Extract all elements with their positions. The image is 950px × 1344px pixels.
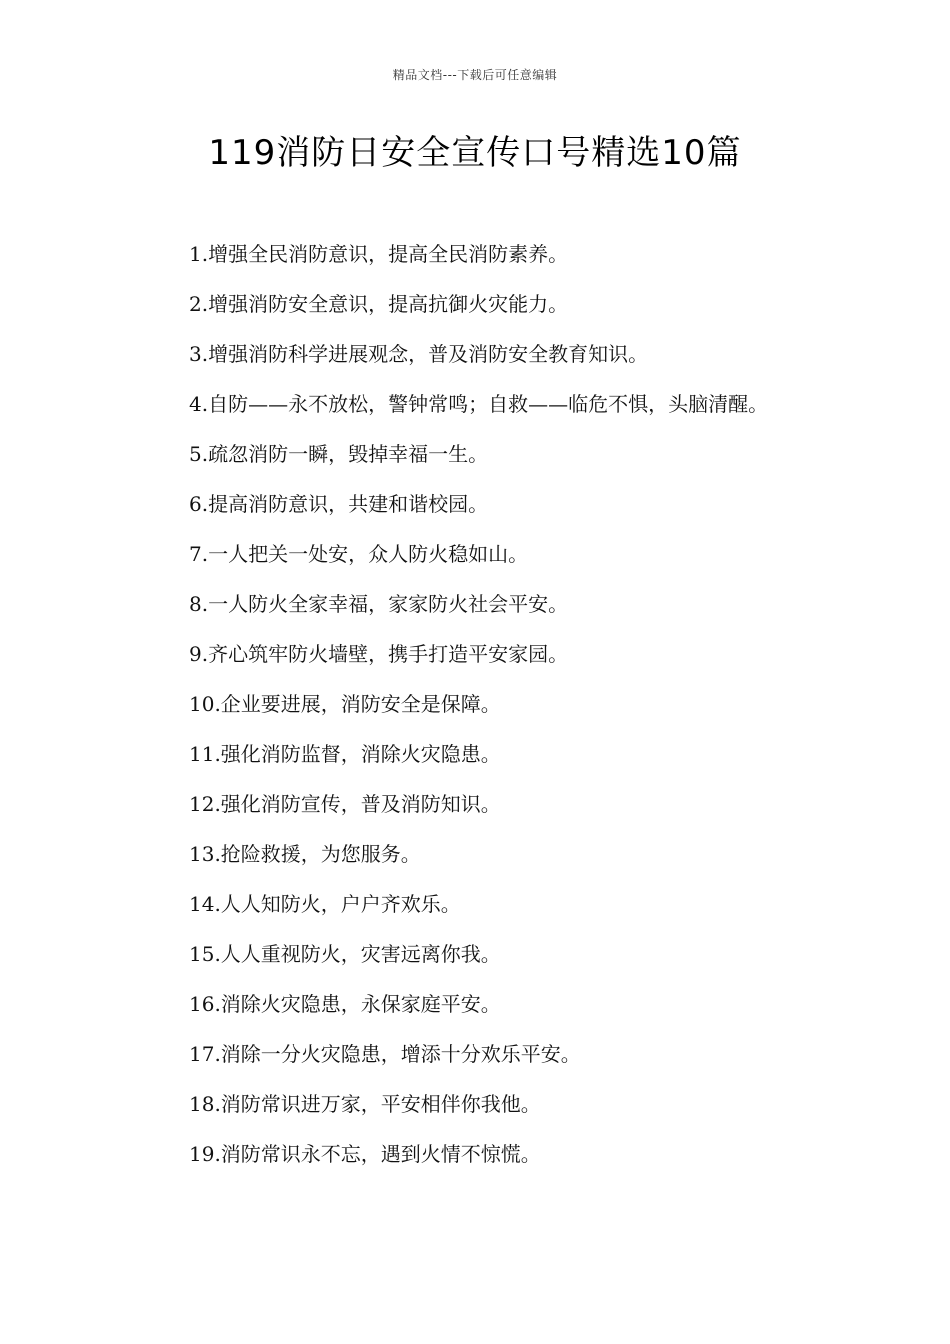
slogan-item: 3.增强消防科学进展观念，普及消防安全教育知识。	[189, 342, 649, 366]
slogan-item: 18.消防常识进万家，平安相伴你我他。	[189, 1092, 541, 1116]
slogan-list	[145, 229, 810, 1179]
slogan-item: 17.消除一分火灾隐患，增添十分欢乐平安。	[189, 1042, 581, 1066]
slogan-item: 6.提高消防意识，共建和谐校园。	[189, 492, 489, 516]
slogan-item: 2.增强消防安全意识，提高抗御火灾能力。	[189, 292, 569, 316]
slogan-item: 13.抢险救援，为您服务。	[189, 842, 421, 866]
slogan-item: 15.人人重视防火，灾害远离你我。	[189, 942, 501, 966]
slogan-item: 5.疏忽消防一瞬，毁掉幸福一生。	[189, 442, 489, 466]
slogan-item: 11.强化消防监督，消除火灾隐患。	[189, 742, 501, 766]
slogan-item: 4.自防——永不放松，警钟常鸣；自救——临危不惧，头脑清醒。	[189, 392, 769, 416]
header-note: 精品文档---下载后可任意编辑	[392, 68, 558, 82]
slogan-item: 16.消除火灾隐患，永保家庭平安。	[189, 992, 501, 1016]
slogan-item: 8.一人防火全家幸福，家家防火社会平安。	[189, 592, 569, 616]
page-title: 119消防日安全宣传口号精选10篇	[208, 133, 742, 173]
slogan-item: 10.企业要进展，消防安全是保障。	[189, 692, 501, 716]
slogan-item: 1.增强全民消防意识，提高全民消防素养。	[189, 242, 569, 266]
slogan-item: 19.消防常识永不忘，遇到火情不惊慌。	[189, 1142, 541, 1166]
slogan-item: 9.齐心筑牢防火墙壁，携手打造平安家园。	[189, 642, 569, 666]
slogan-item: 14.人人知防火，户户齐欢乐。	[189, 892, 461, 916]
slogan-item: 7.一人把关一处安，众人防火稳如山。	[189, 542, 529, 566]
slogan-item: 12.强化消防宣传，普及消防知识。	[189, 792, 501, 816]
